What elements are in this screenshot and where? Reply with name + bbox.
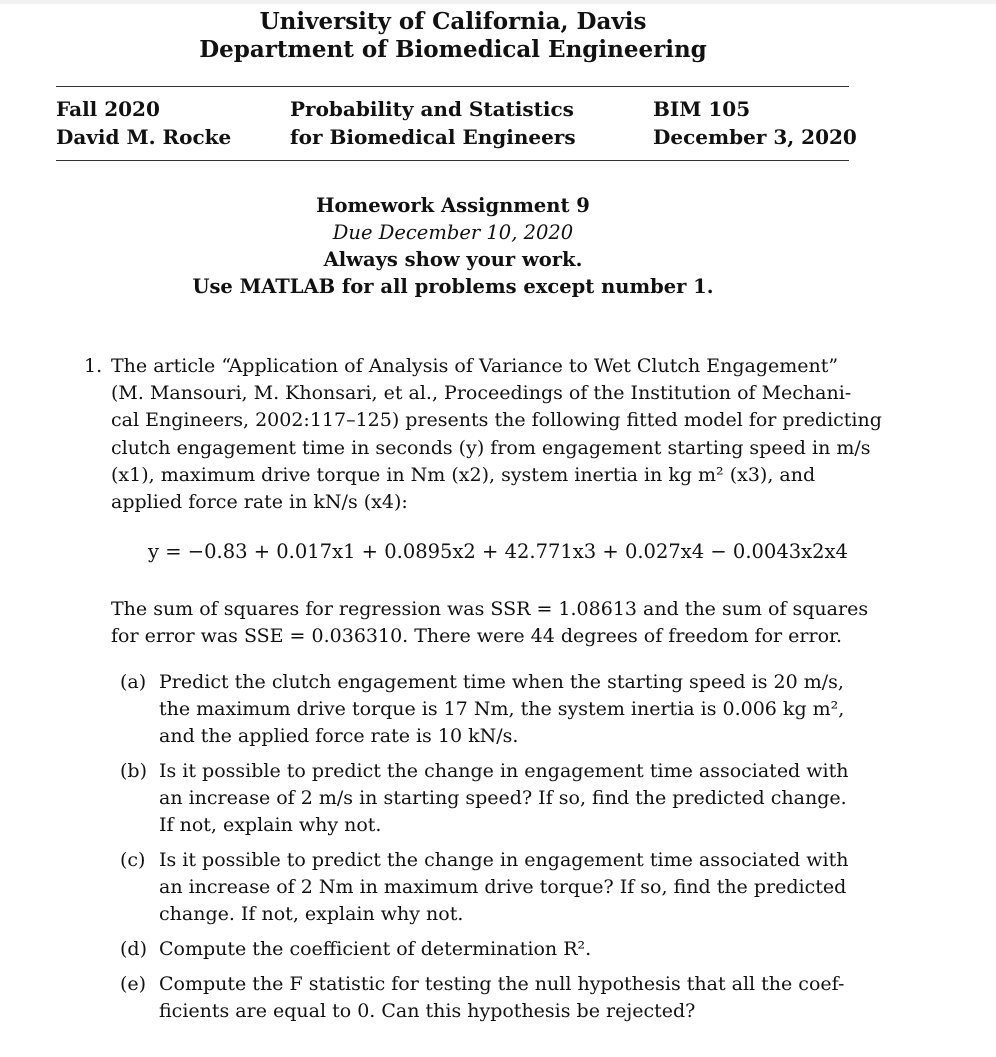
part-text [159, 936, 859, 963]
part-line: an increase of 2 m/s in starting speed? If so, find the predicted change. [159, 787, 847, 810]
part-label: (d) [120, 938, 147, 960]
part-text [159, 758, 859, 840]
intro-line: (M. Mansouri, M. Khonsari, et al., Proceedings of the Institution of Mechani- [111, 382, 852, 405]
course-code: BIM 105 [653, 97, 751, 121]
problem-number: 1. [84, 355, 103, 377]
note-matlab: Use MATLAB for all problems except number 1. [192, 275, 714, 298]
header-center [290, 95, 576, 151]
course-title-line2: for Biomedical Engineers [290, 125, 576, 149]
department-name: Department of Biomedical Engineering [199, 36, 707, 63]
part-label: (a) [120, 671, 147, 693]
part-line: ficients are equal to 0. Can this hypothesis be rejected? [159, 1000, 696, 1023]
sums-of-squares-paragraph [111, 596, 869, 650]
term: Fall 2020 [56, 97, 160, 121]
part-line: Predict the clutch engagement time when the starting speed is 20 m/s, [159, 671, 844, 693]
part-text [159, 669, 859, 751]
part-line: If not, explain why not. [159, 814, 382, 837]
part-text [159, 971, 859, 1025]
header-rule-top [56, 86, 849, 87]
part-line: the maximum drive torque is 17 Nm, the system inertia is 0.006 kg m², [159, 698, 845, 721]
part-line: Is it possible to predict the change in engagement time associated with [159, 849, 849, 871]
intro-line: clutch engagement time in seconds (y) from engagement starting speed in m/s [111, 436, 871, 459]
intro-line: The article “Application of Analysis of Variance to Wet Clutch Engagement” [111, 355, 839, 377]
sums-line: The sum of squares for regression was SSR = 1.08613 and the sum of squares [111, 598, 869, 620]
fitted-model-equation: y = −0.83 + 0.017x1 + 0.0895x2 + 42.771x3 + 0.027x4 − 0.0043x2x4 [148, 540, 848, 563]
sums-line: for error was SSE = 0.036310. There were 44 degrees of freedom for error. [111, 625, 843, 648]
header-date: December 3, 2020 [653, 125, 857, 149]
part-line: and the applied force rate is 10 kN/s. [159, 725, 519, 748]
university-name: University of California, Davis [259, 8, 647, 35]
part-line: Compute the coefficient of determination R². [159, 938, 592, 960]
assignment-title: Homework Assignment 9 [316, 194, 590, 217]
part-label: (b) [120, 760, 147, 782]
part-line: change. If not, explain why not. [159, 903, 464, 926]
due-date: Due December 10, 2020 [332, 221, 574, 244]
intro-line: applied force rate in kN/s (x4): [111, 491, 408, 514]
part-text [159, 847, 859, 929]
header-left [56, 95, 231, 151]
part-label: (e) [120, 973, 147, 995]
note-show-work: Always show your work. [323, 248, 583, 271]
header-right [653, 95, 857, 151]
intro-line: cal Engineers, 2002:117–125) presents the following fitted model for predicting [111, 409, 882, 432]
problem-intro [111, 353, 882, 516]
header-rule-bottom [56, 160, 849, 161]
part-line: Is it possible to predict the change in engagement time associated with [159, 760, 849, 782]
intro-line: (x1), maximum drive torque in Nm (x2), system inertia in kg m² (x3), and [111, 463, 816, 486]
part-line: Compute the F statistic for testing the null hypothesis that all the coef- [159, 973, 845, 995]
part-line: an increase of 2 Nm in maximum drive torque? If so, find the predicted [159, 876, 847, 899]
instructor: David M. Rocke [56, 125, 232, 149]
part-label: (c) [120, 849, 146, 871]
course-title-line1: Probability and Statistics [290, 97, 574, 121]
